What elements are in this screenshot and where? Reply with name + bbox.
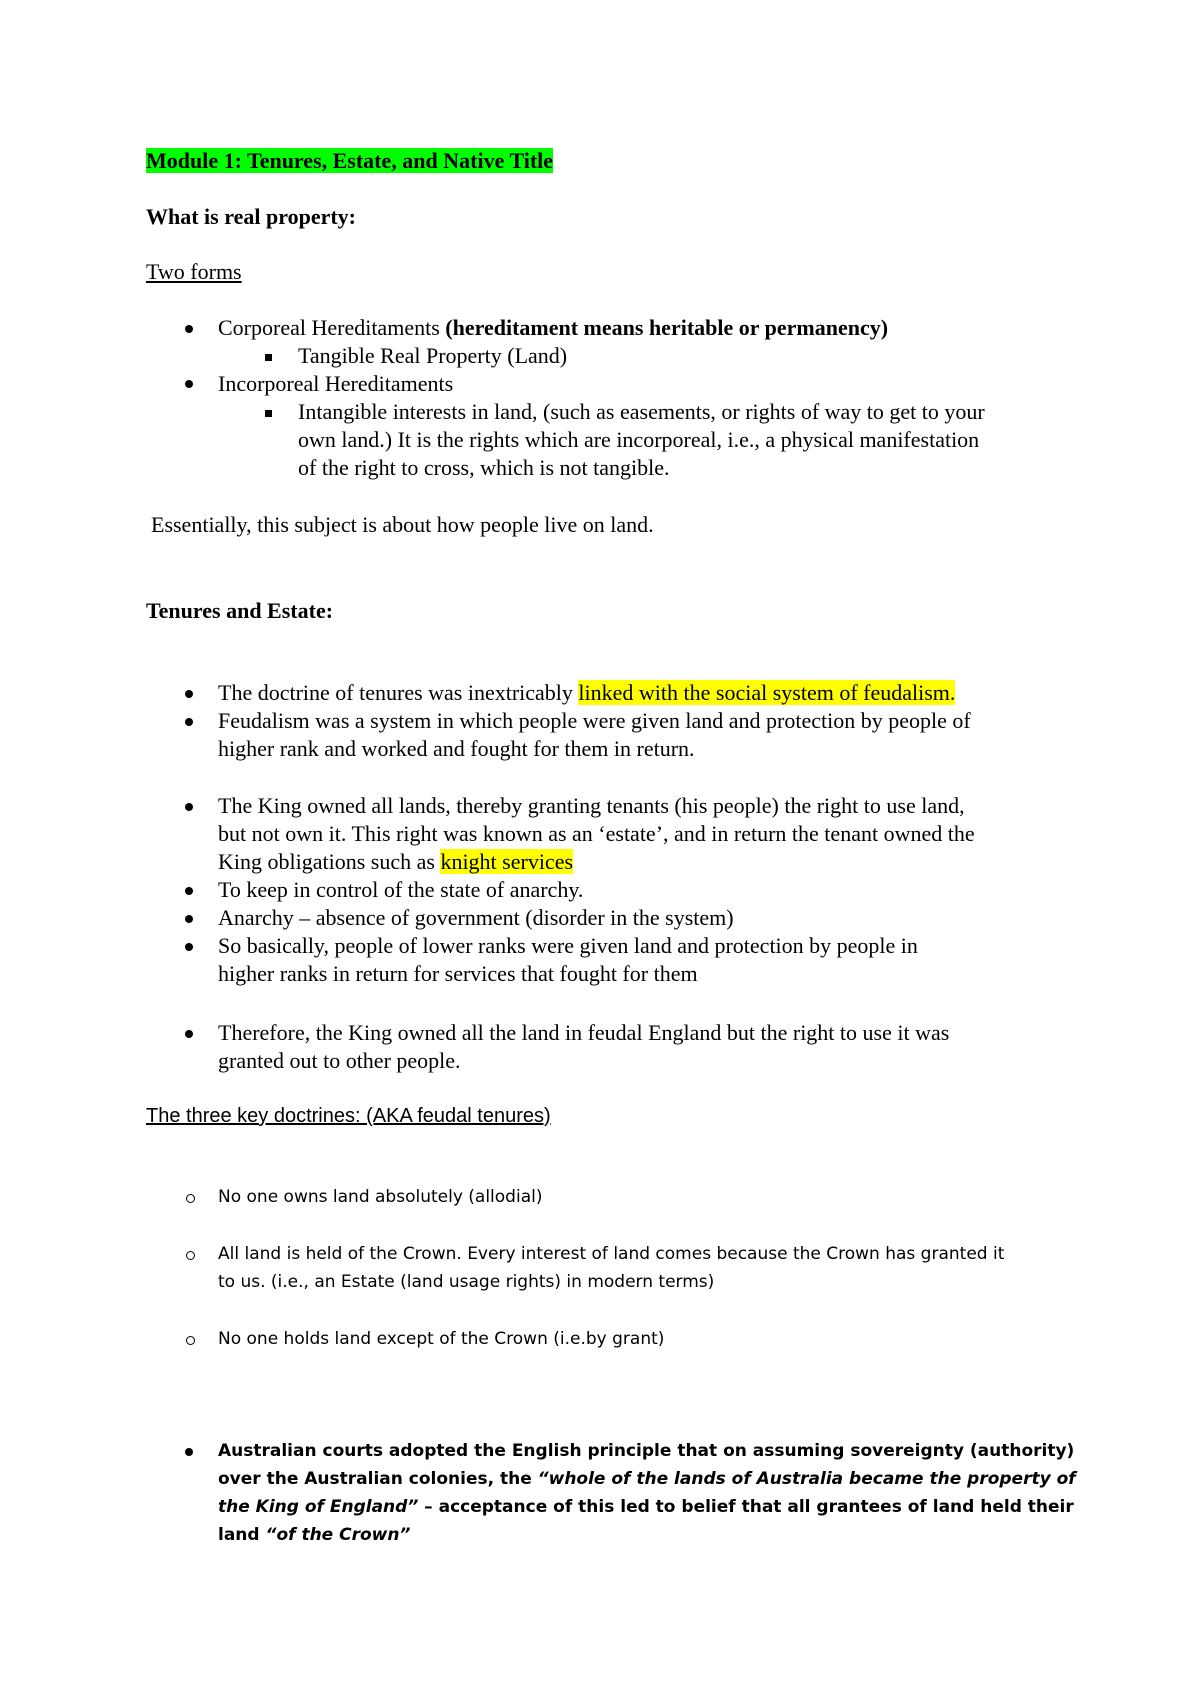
- paragraph-essentially: Essentially, this subject is about how people live on land.: [151, 512, 654, 537]
- list-item-king-line2: but not own it. This right was known as an ‘estate’, and in return the tenant owned the: [218, 821, 975, 846]
- list-item-basically-line2: higher ranks in return for services that fought for them: [218, 961, 698, 986]
- section-heading-tenures: Tenures and Estate:: [146, 598, 334, 623]
- bullet-dot-icon: [185, 325, 193, 333]
- list-item-anarchy: Anarchy – absence of government (disorder in the system): [218, 905, 734, 930]
- list-item-basically-line1: So basically, people of lower ranks were given land and protection by people in: [218, 933, 918, 958]
- doctrine-item-2-line2: to us. (i.e., an Estate (land usage rights) in modern terms): [218, 1272, 715, 1292]
- list-item-king-line3: King obligations such as knight services: [218, 849, 574, 874]
- subheading-two-forms: Two forms: [146, 259, 242, 284]
- list-item-control: To keep in control of the state of anarchy.: [218, 877, 584, 902]
- bullet-circle-icon: [186, 1336, 195, 1345]
- bullet-dot-icon: [185, 943, 193, 951]
- list-item-corporeal: Corporeal Hereditaments (hereditament means heritable or permanency): [218, 315, 889, 340]
- bullet-circle-icon: [186, 1194, 195, 1203]
- doctrine-item-2-line1: All land is held of the Crown. Every interest of land comes because the Crown has granted it: [218, 1244, 1005, 1264]
- list-item-tangible: Tangible Real Property (Land): [298, 343, 568, 368]
- bullet-square-icon: [265, 410, 272, 417]
- subheading-three-doctrines: The three key doctrines: (AKA feudal tenures): [146, 1105, 551, 1127]
- list-item-doctrine: The doctrine of tenures was inextricably linked with the social system of feudalism.: [218, 680, 956, 705]
- bullet-square-icon: [265, 354, 272, 361]
- page-title: Module 1: Tenures, Estate, and Native Title: [146, 148, 554, 173]
- list-item-incorporeal: Incorporeal Hereditaments: [218, 371, 454, 396]
- doctrine-item-1: No one owns land absolutely (allodial): [218, 1187, 543, 1207]
- list-item-feudalism-line1: Feudalism was a system in which people were given land and protection by people of: [218, 708, 971, 733]
- bullet-dot-icon: [185, 1448, 193, 1456]
- paragraph-australian-line4: land “of the Crown”: [218, 1525, 411, 1545]
- bullet-dot-icon: [185, 690, 193, 698]
- bullet-dot-icon: [185, 718, 193, 726]
- list-item-therefore-line1: Therefore, the King owned all the land in feudal England but the right to use it was: [218, 1020, 950, 1045]
- bullet-dot-icon: [185, 1030, 193, 1038]
- bullet-dot-icon: [185, 380, 193, 388]
- bullet-dot-icon: [185, 915, 193, 923]
- list-item-king-line1: The King owned all lands, thereby granting tenants (his people) the right to use land,: [218, 793, 965, 818]
- list-item-feudalism-line2: higher rank and worked and fought for them in return.: [218, 736, 695, 761]
- paragraph-australian-line2: over the Australian colonies, the “whole of the lands of Australia became the property of: [218, 1469, 1076, 1489]
- bullet-circle-icon: [186, 1251, 195, 1260]
- list-item-therefore-line2: granted out to other people.: [218, 1048, 461, 1073]
- bullet-dot-icon: [185, 803, 193, 811]
- list-item-intangible-line2: own land.) It is the rights which are incorporeal, i.e., a physical manifestation: [298, 427, 980, 452]
- section-heading-real-property: What is real property:: [146, 204, 356, 229]
- paragraph-australian-line3: the King of England” – acceptance of this led to belief that all grantees of land held their: [218, 1497, 1074, 1517]
- paragraph-australian-line1: Australian courts adopted the English principle that on assuming sovereignty (authority): [218, 1441, 1075, 1461]
- bullet-dot-icon: [185, 887, 193, 895]
- list-item-intangible-line3: of the right to cross, which is not tangible.: [298, 455, 670, 480]
- doctrine-item-3: No one holds land except of the Crown (i.e.by grant): [218, 1329, 665, 1349]
- list-item-intangible-line1: Intangible interests in land, (such as easements, or rights of way to get to your: [298, 399, 985, 424]
